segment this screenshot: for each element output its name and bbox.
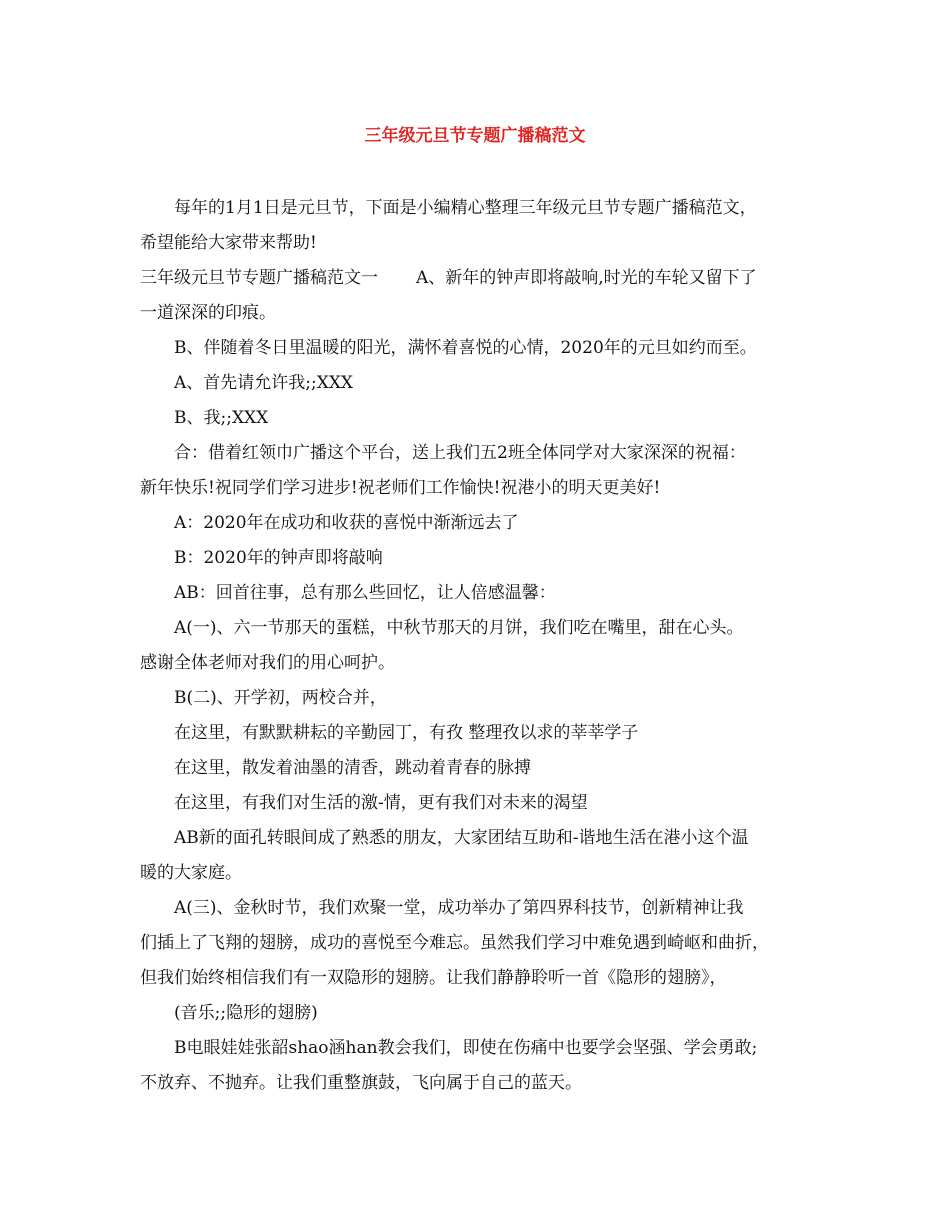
paragraph-line: 希望能给大家带来帮助! bbox=[140, 233, 317, 253]
paragraph-line: B、伴随着冬日里温暖的阳光，满怀着喜悦的心情，2020年的元旦如约而至。 bbox=[174, 338, 757, 358]
paragraph-line: 暖的大家庭。 bbox=[140, 863, 242, 883]
paragraph-line: B、我;;XXX bbox=[174, 408, 269, 428]
paragraph-line: 不放弃、不抛弃。让我们重整旗鼓，飞向属于自己的蓝天。 bbox=[140, 1073, 582, 1093]
paragraph-line: 每年的1月1日是元旦节，下面是小编精心整理三年级元旦节专题广播稿范文， bbox=[174, 198, 757, 218]
paragraph-line: 感谢全体老师对我们的用心呵护。 bbox=[140, 653, 395, 673]
paragraph-line: B电眼娃娃张韶shao涵han教会我们，即使在伤痛中也要学会坚强、学会勇敢; bbox=[174, 1038, 758, 1058]
paragraph-line: AB新的面孔转眼间成了熟悉的朋友，大家团结互助和-谐地生活在港小这个温 bbox=[174, 828, 749, 848]
paragraph-line: 合：借着红领巾广播这个平台，送上我们五2班全体同学对大家深深的祝福： bbox=[174, 443, 746, 463]
paragraph-line: 一道深深的印痕。 bbox=[140, 303, 276, 323]
paragraph-line: B：2020年的钟声即将敲响 bbox=[174, 548, 383, 568]
paragraph-line: 们插上了飞翔的翅膀，成功的喜悦至今难忘。虽然我们学习中难免遇到崎岖和曲折， bbox=[140, 933, 769, 953]
paragraph-line: 但我们始终相信我们有一双隐形的翅膀。让我们静静聆听一首《隐形的翅膀》， bbox=[140, 968, 727, 988]
paragraph-line: 在这里，散发着油墨的清香，跳动着青春的脉搏 bbox=[174, 758, 531, 778]
paragraph-line: (音乐;;隐形的翅膀) bbox=[174, 1003, 318, 1023]
paragraph-line: A：2020年在成功和收获的喜悦中渐渐远去了 bbox=[174, 513, 519, 533]
paragraph-line: 在这里，有默默耕耘的辛勤园丁，有孜 整理孜以求的莘莘学子 bbox=[174, 723, 639, 743]
section-heading: 三年级元旦节专题广播稿范文一 bbox=[140, 268, 378, 288]
paragraph-line: AB：回首往事，总有那么些回忆，让人倍感温馨： bbox=[174, 583, 556, 603]
paragraph-line: B(二)、开学初，两校合并， bbox=[174, 688, 387, 708]
paragraph-line: A(三)、金秋时节，我们欢聚一堂，成功举办了第四界科技节，创新精神让我 bbox=[174, 898, 744, 918]
paragraph-line: 在这里，有我们对生活的激-情，更有我们对未来的渴望 bbox=[174, 793, 588, 813]
paragraph-line bbox=[140, 261, 812, 296]
dialogue-line: A、新年的钟声即将敲响,时光的车轮又留下了 bbox=[416, 268, 757, 288]
paragraph-line: A(一)、六一节那天的蛋糕，中秋节那天的月饼，我们吃在嘴里，甜在心头。 bbox=[174, 618, 744, 638]
paragraph-line: A、首先请允许我;;XXX bbox=[174, 373, 354, 393]
document-body bbox=[140, 191, 812, 1101]
document-title: 三年级元旦节专题广播稿范文 bbox=[364, 126, 586, 146]
paragraph-line: 新年快乐!祝同学们学习进步!祝老师们工作愉快!祝港小的明天更美好! bbox=[140, 478, 661, 498]
